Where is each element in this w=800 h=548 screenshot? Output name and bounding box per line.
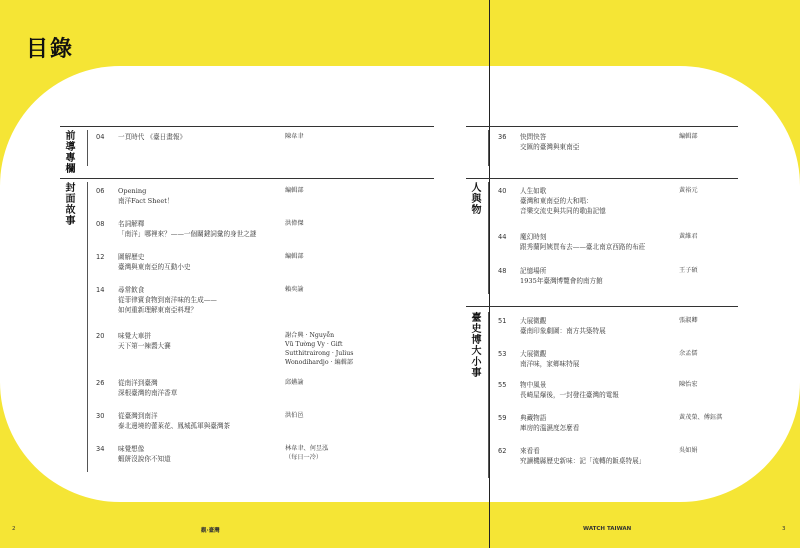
author-line: 余孟儒 (679, 350, 698, 357)
author-line: Sutthitrairong · Julius (285, 350, 354, 357)
toc-subtitle: 庫房的溫濕度怎麼看 (520, 424, 580, 432)
author-line: （每日一冷） (285, 454, 323, 461)
toc-category: 大展微觀 (520, 350, 547, 358)
toc-page-number: 53 (498, 350, 507, 358)
toc-page-number: 26 (96, 379, 105, 387)
toc-author (679, 316, 698, 325)
toc-author (285, 285, 304, 294)
page-number-left: 2 (12, 526, 16, 532)
toc-category: 快問快答 (520, 133, 547, 141)
toc-category: 一頁時代 《臺日畫報》 (118, 133, 187, 141)
toc-subtitle: 深根臺灣的南洋香草 (118, 389, 178, 397)
author-line: 洪伯邑 (285, 412, 304, 419)
toc-entry-title (520, 266, 603, 286)
toc-subtitle: 「南洋」哪裡來？——一個關鍵詞彙的身世之謎 (118, 230, 257, 238)
toc-author (679, 413, 722, 422)
toc-category: 味覺想像 (118, 445, 145, 453)
section-vrule (87, 130, 88, 166)
section-vrule (488, 130, 489, 166)
toc-page-number: 62 (498, 447, 507, 455)
toc-entry-title (118, 252, 191, 272)
toc-page-number: 48 (498, 267, 507, 275)
author-line: 洪偉傑 (285, 220, 304, 227)
toc-entry-title (118, 331, 171, 351)
toc-author (679, 232, 698, 241)
toc-category: 從南洋到臺灣 (118, 379, 158, 387)
toc-author (285, 186, 304, 195)
section-divider (466, 178, 738, 179)
author-line: 賴奕諭 (285, 286, 304, 293)
toc-subtitle: 跟秀蘭阿姨買布去——臺北南京西路的布莊 (520, 243, 646, 251)
author-line: 編輯部 (285, 187, 304, 194)
section-divider (466, 126, 738, 127)
toc-author (285, 219, 304, 228)
toc-entry-title (118, 378, 177, 398)
author-line: 吳如娟 (679, 447, 698, 454)
toc-page-number: 04 (96, 133, 105, 141)
author-line: 林韋聿、何昱泓 (285, 445, 329, 452)
toc-category: 大展微觀 (520, 317, 547, 325)
toc-entry-title (118, 285, 217, 315)
toc-page-number: 55 (498, 381, 507, 389)
toc-page-number: 36 (498, 133, 507, 141)
toc-page-number: 12 (96, 253, 105, 261)
toc-category: 人生如歌 (520, 187, 547, 195)
toc-page-number: 20 (96, 332, 105, 340)
toc-subtitle: 1935年臺灣博覽會的南方館 (520, 277, 603, 285)
toc-entry-title (118, 444, 171, 464)
toc-author (679, 446, 698, 455)
toc-category: 典藏物語 (520, 414, 547, 422)
toc-entry-title (118, 411, 230, 431)
toc-page-number: 59 (498, 414, 507, 422)
toc-author (285, 331, 353, 367)
author-line: 謝合興 · Nguyễn (285, 332, 335, 339)
toc-entry-title (118, 219, 256, 239)
toc-category: 從臺灣到南洋 (118, 412, 158, 420)
toc-entry-title (520, 413, 579, 433)
toc-subtitle: 音樂交流史與共同的歌曲記憶 (520, 207, 606, 215)
toc-subtitle: 究讀機縣歷史新味：記「流轉的飯桌特展」 (520, 457, 646, 465)
toc-subtitle: 臺灣與東南亞的互動小史 (118, 263, 191, 271)
toc-subtitle: 泰北邊境的蕾萊花、鳳城孤軍與臺灣茶 (118, 422, 231, 430)
toc-subtitle: 長崎屋爆後，一封發往臺灣的電報 (520, 391, 619, 399)
toc-category: 魔幻時刻 (520, 233, 547, 241)
toc-category: Opening (118, 187, 147, 195)
section-vrule (87, 182, 88, 472)
toc-category: 名詞解釋 (118, 220, 145, 228)
footer-brand-en: WATCH TAIWAN (583, 526, 632, 532)
toc-category: 物中風景 (520, 381, 547, 389)
author-line: 黃維君 (679, 233, 698, 240)
page-title: 目錄 (26, 37, 75, 62)
toc-author (285, 411, 304, 420)
toc-subtitle: 南洋味，家鄉味特展 (520, 360, 580, 368)
toc-author (679, 186, 698, 195)
author-line: 黃茂榮、傅鈺淇 (679, 414, 723, 421)
page-number-right: 3 (782, 526, 786, 532)
author-line: 邱嬿諭 (285, 379, 304, 386)
author-line: 編輯部 (285, 253, 304, 260)
toc-entry-title (520, 186, 606, 216)
toc-page-number: 44 (498, 233, 507, 241)
toc-author (285, 444, 328, 462)
author-line: Vũ Tường Vy · Gift (285, 341, 343, 348)
toc-entry-title (520, 380, 619, 400)
toc-author (285, 132, 304, 141)
toc-category: 來看看 (520, 447, 540, 455)
toc-subtitle: 蝦餅沒說你不知道 (118, 455, 171, 463)
toc-entry-title (520, 132, 579, 152)
toc-subtitle: 如何重新理解東南亞料理？ (118, 306, 198, 314)
section-vrule (488, 182, 489, 294)
section-divider (466, 306, 738, 307)
toc-author (679, 132, 698, 141)
section-label-renyuwu: 人與物 (469, 182, 480, 215)
author-line: 編輯部 (679, 133, 698, 140)
toc-page-number: 30 (96, 412, 105, 420)
toc-subtitle: 南洋Fact Sheet！ (118, 197, 174, 205)
toc-category: 尋常飲食 (118, 286, 145, 294)
toc-entry-title (520, 349, 579, 369)
toc-author (679, 266, 698, 275)
toc-entry-title (118, 186, 174, 206)
toc-author (679, 349, 698, 358)
section-label-taishi: 臺史博大小事 (469, 312, 480, 378)
toc-subtitle: 臺灣和東南亞的大和唱： (520, 197, 593, 205)
toc-page-number: 51 (498, 317, 507, 325)
toc-entry-title (118, 132, 186, 142)
section-vrule (488, 312, 489, 478)
toc-subtitle: 交匯的臺灣與東南亞 (520, 143, 580, 151)
toc-page-number: 34 (96, 445, 105, 453)
toc-page-number: 14 (96, 286, 105, 294)
toc-category: 味覺大車拼 (118, 332, 151, 340)
toc-entry-title (520, 316, 606, 336)
toc-subtitle: 天下第一辣醬大賽 (118, 342, 171, 350)
toc-subtitle: 從菲律賓食物到南洋味的生成—— (118, 296, 217, 304)
section-label-qiandao: 前導專欄 (63, 130, 74, 174)
toc-subtitle: 臺南印象劇圖：南方共築特展 (520, 327, 606, 335)
author-line: 張淑卿 (679, 317, 698, 324)
toc-page-number: 06 (96, 187, 105, 195)
author-line: 陳韋聿 (285, 133, 304, 140)
footer-brand-zh: 觀·臺灣 (201, 528, 220, 534)
toc-entry-title (520, 232, 645, 252)
author-line: 王子碩 (679, 267, 698, 274)
page-spine (489, 0, 490, 548)
toc-author (285, 378, 304, 387)
author-line: Wonodihardjo · 編輯部 (285, 359, 354, 366)
author-line: 陳怡宏 (679, 381, 698, 388)
toc-author (679, 380, 698, 389)
toc-author (285, 252, 304, 261)
toc-category: 記憶場所 (520, 267, 547, 275)
toc-page-number: 40 (498, 187, 507, 195)
author-line: 黃裕元 (679, 187, 698, 194)
section-divider (60, 126, 434, 127)
section-label-fengmian: 封面故事 (63, 182, 74, 226)
section-divider (60, 178, 434, 179)
toc-category: 圖解歷史 (118, 253, 145, 261)
toc-entry-title (520, 446, 645, 466)
toc-page-number: 08 (96, 220, 105, 228)
